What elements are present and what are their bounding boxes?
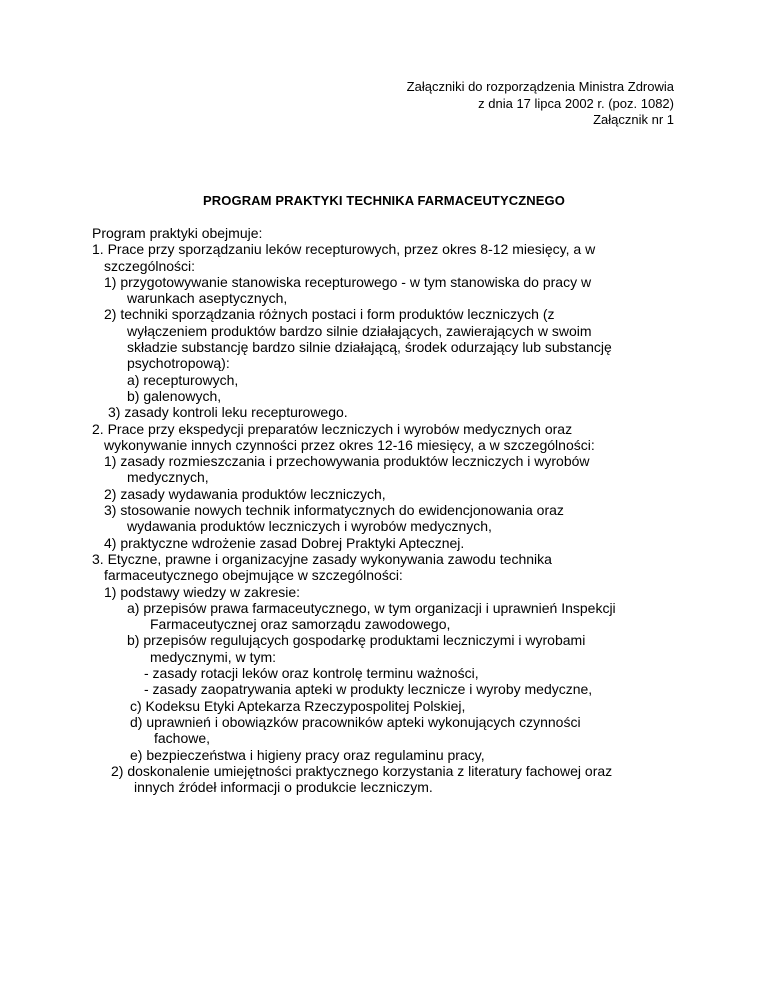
list-item: 1) przygotowywanie stanowiska recepturowego - w tym stanowiska do pracy w [104,273,592,290]
section-1-heading: 1. Prace przy sporządzaniu leków recepturowych, przez okres 8-12 miesięcy, a w [92,241,596,258]
list-item: 1) podstawy wiedzy w zakresie: [104,583,301,600]
list-item: 2) techniki sporządzania różnych postaci i form produktów leczniczych (z [104,306,555,323]
list-item: 2) zasady wydawania produktów leczniczych, [104,485,386,502]
dash-item: - zasady rotacji leków oraz kontrolę terminu ważności, [144,665,479,682]
list-item-cont: innych źródeł informacji o produkcie leczniczym. [134,779,433,796]
list-item-cont: wydawania produktów leczniczych i wyrobów medycznych, [127,518,492,535]
sub-item: d) uprawnień i obowiązków pracowników apteki wykonujących czynności [130,713,581,730]
sub-item: c) Kodeksu Etyki Aptekarza Rzeczypospolitej Polskiej, [130,697,466,714]
header-line-3: Załącznik nr 1 [593,112,674,127]
sub-item: a) recepturowych, [127,371,239,388]
sub-item: a) przepisów prawa farmaceutycznego, w tym organizacji i uprawnień Inspekcji [127,599,616,616]
header-line-2: z dnia 17 lipca 2002 r. (poz. 1082) [478,95,674,111]
sub-item: b) przepisów regulujących gospodarkę produktami leczniczymi i wyrobami [127,632,586,649]
document-title: PROGRAM PRAKTYKI TECHNIKA FARMACEUTYCZNEGO [203,193,565,208]
list-item-cont: psychotropową): [127,355,230,372]
list-item-cont: wyłączeniem produktów bardzo silnie działających, zawierających w swoim [127,322,592,339]
sub-item-cont: medycznymi, w tym: [150,648,277,665]
list-item-cont: warunkach aseptycznych, [127,290,288,307]
list-item: 2) doskonalenie umiejętności praktycznego korzystania z literatury fachowej oraz [111,762,613,779]
document-body [92,225,692,795]
document-header [407,79,674,129]
sub-item: b) galenowych, [127,387,222,404]
section-2-heading-cont: wykonywanie innych czynności przez okres 12-16 miesięcy, a w szczególności: [104,436,595,453]
section-3-heading-cont: farmaceutycznego obejmujące w szczególności: [104,567,403,584]
header-line-1: Załączniki do rozporządzenia Ministra Zdrowia [406,79,674,94]
dash-item: - zasady zaopatrywania apteki w produkty lecznicze i wyroby medyczne, [144,681,593,698]
list-item-cont: składzie substancję bardzo silnie działającą, środek odurzający lub substancję [127,339,612,356]
list-item: 3) zasady kontroli leku recepturowego. [108,404,348,421]
list-item-cont: medycznych, [127,469,209,486]
sub-item-cont: fachowe, [154,730,211,747]
list-item: 4) praktyczne wdrożenie zasad Dobrej Praktyki Aptecznej. [104,534,465,551]
sub-item: e) bezpieczeństwa i higieny pracy oraz regulaminu pracy, [130,746,485,763]
sub-item-cont: Farmaceutycznej oraz samorządu zawodowego, [150,616,451,633]
list-item: 3) stosowanie nowych technik informatycznych do ewidencjonowania oraz [104,502,564,519]
section-1-heading-cont: szczególności: [104,257,196,274]
list-item: 1) zasady rozmieszczania i przechowywania produktów leczniczych i wyrobów [104,453,590,470]
section-2-heading: 2. Prace przy ekspedycji preparatów leczniczych i wyrobów medycznych oraz [92,420,573,437]
section-3-heading: 3. Etyczne, prawne i organizacyjne zasady wykonywania zawodu technika [92,550,552,567]
intro-line: Program praktyki obejmuje: [92,225,263,241]
